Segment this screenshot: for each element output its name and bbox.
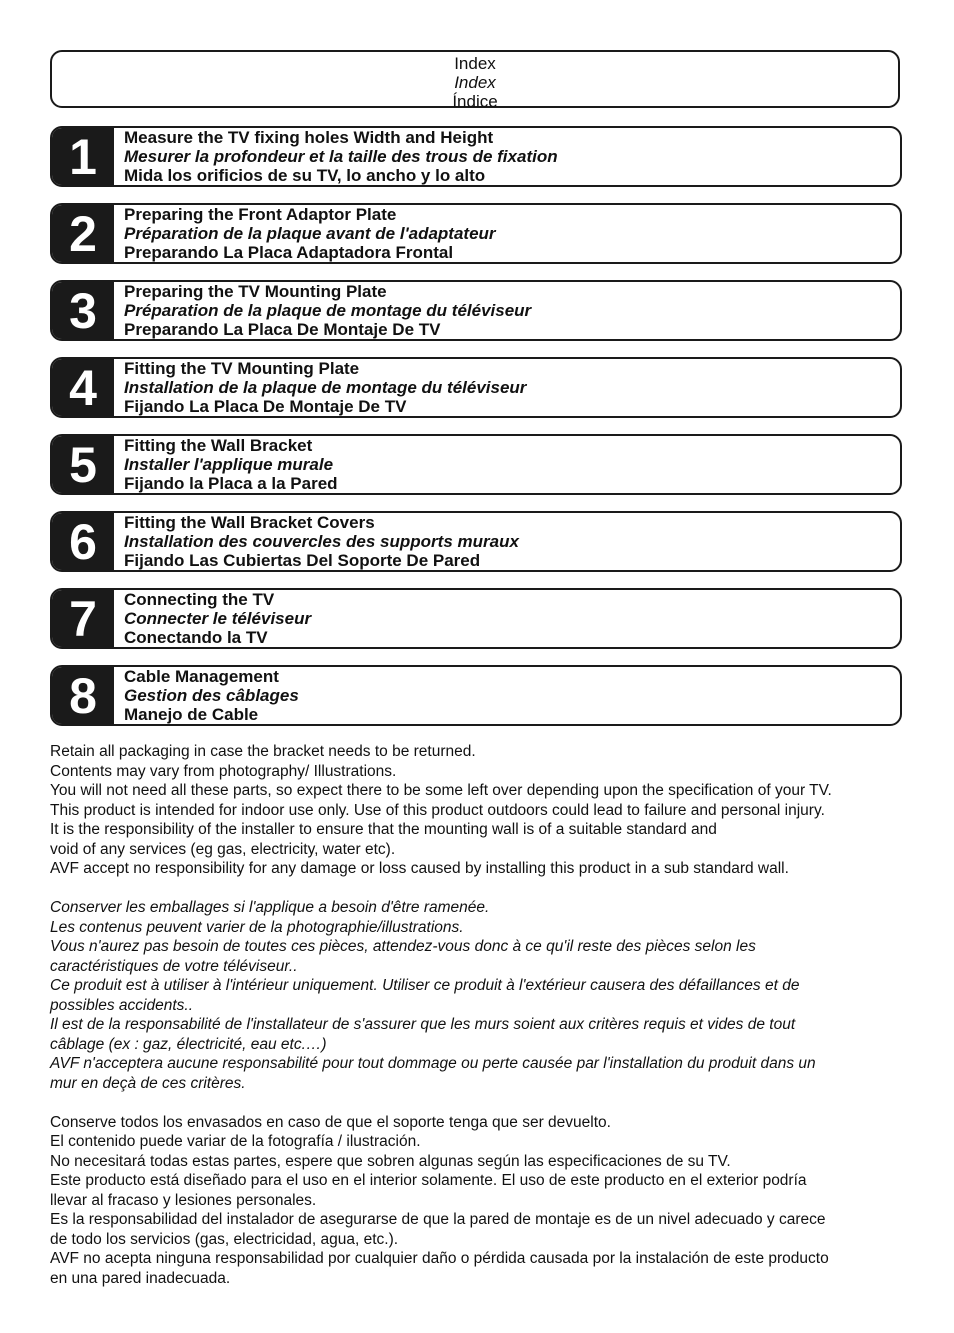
index-step-8[interactable] — [50, 665, 902, 726]
step-number: 6 — [52, 513, 114, 570]
step-title-en: Fitting the TV Mounting Plate — [124, 359, 360, 378]
note-line: Contents may vary from photography/ Illustrations. — [50, 762, 397, 780]
note-line: void of any services (eg gas, electricity, water etc). — [50, 840, 396, 858]
step-title-fr: Préparation de la plaque de montage du téléviseur — [124, 301, 532, 320]
notes-english — [50, 742, 920, 879]
index-step-4[interactable] — [50, 357, 902, 418]
step-title-es: Mida los orificios de su TV, lo ancho y lo alto — [124, 166, 486, 185]
index-header — [50, 50, 900, 111]
note-line: Es la responsabilidad del instalador de asegurarse de que la pared de montaje es de un nivel adecuado y carece — [50, 1211, 826, 1228]
step-title-es: Fijando la Placa a la Pared — [124, 474, 338, 493]
step-titles — [124, 282, 531, 339]
index-title-en: Index — [454, 54, 496, 73]
step-number: 2 — [52, 205, 114, 262]
note-line: This product is intended for indoor use only. Use of this product outdoors could lead to failure and personal injury. — [50, 801, 825, 819]
step-titles — [124, 513, 519, 570]
step-title-es: Conectando la TV — [124, 628, 268, 647]
step-number: 5 — [52, 436, 114, 493]
note-line: llevar al fracaso y lesiones personales. — [50, 1191, 317, 1209]
note-line: AVF accept no responsibility for any damage or loss caused by installing this product in a sub standard wall. — [50, 860, 789, 877]
note-line: Conserver les emballages si l'applique a besoin d'être ramenée. — [50, 899, 490, 916]
note-line: de todo los servicios (gas, electricidad, agua, etc.). — [50, 1230, 399, 1248]
step-title-es: Manejo de Cable — [124, 705, 259, 724]
index-step-1[interactable] — [50, 126, 902, 187]
step-title-es: Fijando La Placa De Montaje De TV — [124, 397, 407, 416]
step-number: 1 — [52, 128, 114, 185]
step-title-es: Fijando Las Cubiertas Del Soporte De Pared — [124, 551, 481, 570]
index-step-5[interactable] — [50, 434, 902, 495]
note-line: câblage (ex : gaz, électricité, eau etc.…) — [50, 1035, 327, 1053]
step-titles — [124, 667, 299, 724]
step-titles — [124, 128, 558, 185]
index-step-7[interactable] — [50, 588, 902, 649]
note-line: Ce produit est à utiliser à l'intérieur uniquement. Utiliser ce produit à l'extérieur causera des défaillances et de — [50, 977, 800, 994]
step-number: 8 — [52, 667, 114, 724]
note-line: Il est de la responsabilité de l'installateur de s'assurer que les murs soient aux critères requis et vides de tout — [50, 1016, 796, 1033]
note-line: Conserve todos los envasados en caso de que el soporte tenga que ser devuelto. — [50, 1113, 611, 1131]
note-line: possibles accidents.. — [50, 996, 194, 1014]
note-line: caractéristiques de votre téléviseur.. — [50, 957, 298, 975]
note-line: Vous n'aurez pas besoin de toutes ces pièces, attendez-vous donc à ce qu'il reste des pièces selon les — [50, 938, 756, 955]
step-number: 3 — [52, 282, 114, 339]
note-line: El contenido puede variar de la fotografía / ilustración. — [50, 1133, 421, 1150]
safety-notes — [50, 742, 920, 1308]
step-title-en: Preparing the Front Adaptor Plate — [124, 205, 397, 224]
step-number: 4 — [52, 359, 114, 416]
note-line: No necesitará todas estas partes, espere que sobren algunas según las especificaciones de su TV. — [50, 1152, 731, 1170]
note-line: Retain all packaging in case the bracket needs to be returned. — [50, 743, 476, 760]
step-title-fr: Mesurer la profondeur et la taille des trous de fixation — [124, 147, 558, 166]
step-title-fr: Installation de la plaque de montage du téléviseur — [124, 378, 527, 397]
index-step-2[interactable] — [50, 203, 902, 264]
note-line: You will not need all these parts, so expect there to be some left over depending upon the specification of your TV. — [50, 782, 832, 799]
step-title-en: Fitting the Wall Bracket — [124, 436, 313, 455]
notes-french — [50, 898, 920, 1093]
note-line: Este producto está diseñado para el uso en el interior solamente. El uso de este producto en el exterior podría — [50, 1172, 807, 1189]
index-title-es: Índice — [452, 92, 498, 111]
step-number: 7 — [52, 590, 114, 647]
step-title-fr: Préparation de la plaque avant de l'adaptateur — [124, 224, 496, 243]
index-step-6[interactable] — [50, 511, 902, 572]
index-title-fr: Index — [454, 73, 496, 92]
step-title-en: Cable Management — [124, 667, 279, 686]
step-titles — [124, 436, 338, 493]
step-title-es: Preparando La Placa De Montaje De TV — [124, 320, 441, 339]
index-step-3[interactable] — [50, 280, 902, 341]
step-title-en: Connecting the TV — [124, 590, 275, 609]
step-titles — [124, 590, 311, 647]
note-line: Les contenus peuvent varier de la photographie/illustrations. — [50, 918, 464, 936]
step-titles — [124, 359, 526, 416]
note-line: AVF no acepta ninguna responsabilidad por cualquier daño o pérdida causada por la instalación de este producto — [50, 1250, 829, 1267]
step-title-fr: Installer l'applique murale — [124, 455, 334, 474]
step-title-fr: Installation des couvercles des supports muraux — [124, 532, 519, 551]
step-title-en: Fitting the Wall Bracket Covers — [124, 513, 375, 532]
note-line: mur en deçà de ces critères. — [50, 1074, 246, 1092]
note-line: AVF n'acceptera aucune responsabilité pour tout dommage ou perte causée par l'installation du produit dans un — [50, 1055, 816, 1072]
step-title-fr: Gestion des câblages — [124, 686, 299, 705]
note-line: It is the responsibility of the installer to ensure that the mounting wall is of a suitable standard and — [50, 821, 717, 838]
step-title-en: Preparing the TV Mounting Plate — [124, 282, 387, 301]
notes-spanish — [50, 1113, 920, 1289]
step-titles — [124, 205, 496, 262]
note-line: en una pared inadecuada. — [50, 1269, 231, 1287]
step-title-en: Measure the TV fixing holes Width and Height — [124, 128, 494, 147]
step-title-fr: Connecter le téléviseur — [124, 609, 312, 628]
step-title-es: Preparando La Placa Adaptadora Frontal — [124, 243, 454, 262]
